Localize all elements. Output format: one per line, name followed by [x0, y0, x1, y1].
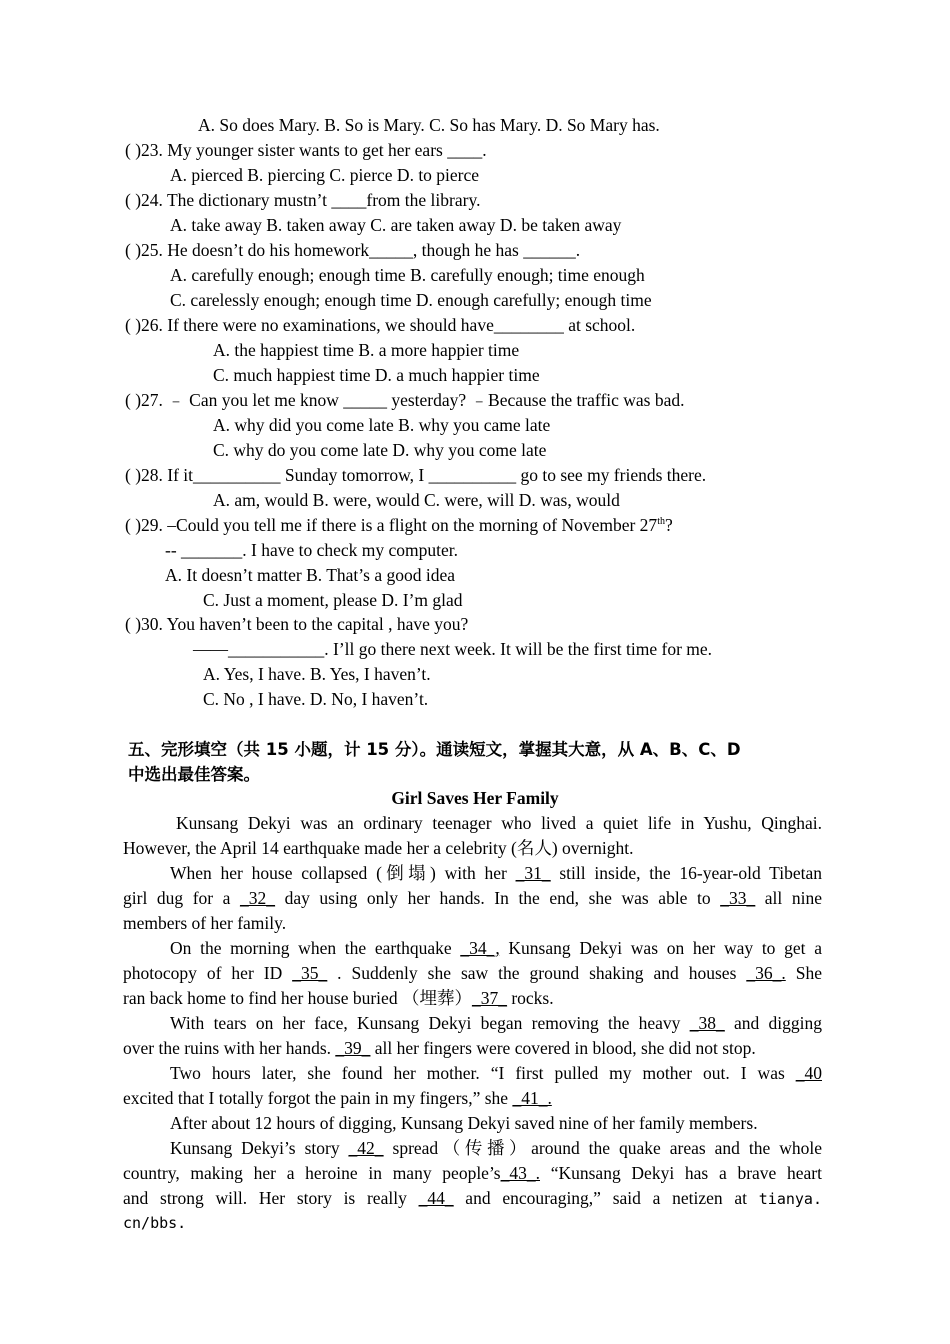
- q29-options-1: A. It doesn’t matter B. That’s a good idea: [165, 565, 455, 585]
- blank-38: _38_: [689, 1013, 725, 1033]
- q26-options-2: C. much happiest time D. a much happier time: [213, 365, 540, 385]
- p3-text: . Suddenly she saw the ground shaking and houses: [327, 963, 747, 983]
- p5-text: excited that I totally forgot the pain in my fingers,” she: [123, 1088, 513, 1108]
- q24-text-end: from the library.: [366, 190, 481, 210]
- p2-text: all nine: [755, 888, 822, 908]
- p2-text: day using only her hands. In the end, she was able to: [275, 888, 721, 908]
- p5-text: Two hours later, she found her mother. “I first pulled my mother out. I was: [170, 1063, 796, 1083]
- p6-line-1: After about 12 hours of digging, Kunsang Dekyi saved nine of her family members.: [170, 1113, 758, 1133]
- blank-34: _34_,: [460, 938, 500, 958]
- blank-44: _44_: [418, 1188, 454, 1208]
- p7-text: spread（传播）around the quake areas and the whole: [383, 1138, 822, 1158]
- q25-text-mid: , though he has: [412, 240, 524, 260]
- q26-options-1: A. the happiest time B. a more happier time: [213, 340, 520, 360]
- q27-stem: ( )27. ﹣ Can you let me know _____ yesterday? ﹣Because the traffic was bad.: [125, 390, 685, 410]
- q23-options: A. pierced B. piercing C. pierce D. to pierce: [170, 165, 480, 185]
- p5-line-1: [170, 1061, 822, 1086]
- p3-text: She: [785, 963, 822, 983]
- q26-stem: ( )26. If there were no examinations, we should have________ at school.: [125, 315, 636, 335]
- p3-line-1: [170, 936, 822, 961]
- passage-title: Girl Saves Her Family: [391, 788, 559, 808]
- blank-36: _36_.: [746, 963, 786, 983]
- blank-31: _31_: [515, 863, 551, 883]
- p7-line-2: [123, 1161, 822, 1186]
- q24-options: A. take away B. taken away C. are taken away D. be taken away: [170, 215, 622, 235]
- q25-blank-1: _____: [369, 240, 413, 260]
- q27-options-2: C. why do you come late D. why you come late: [213, 440, 547, 460]
- p2-line-2: [123, 886, 822, 911]
- p7-text: country, making her a heroine in many people’s: [123, 1163, 501, 1183]
- q29-superscript: th: [657, 516, 665, 528]
- p4-text: over the ruins with her hands.: [123, 1038, 336, 1058]
- q29-options-2: C. Just a moment, please D. I’m glad: [203, 590, 463, 610]
- q23-text-end: .: [482, 140, 487, 160]
- blank-43: _43_.: [500, 1163, 540, 1183]
- p4-line-1: [170, 1011, 822, 1036]
- p1-line-1: Kunsang Dekyi was an ordinary teenager who lived a quiet life in Yushu, Qinghai.: [176, 813, 822, 833]
- q29-text: ( )29. –Could you tell me if there is a flight on the morning of November 27: [125, 515, 658, 535]
- q30-options-2: C. No , I have. D. No, I haven’t.: [203, 689, 429, 709]
- q29-stem: [125, 513, 673, 538]
- p7-text: and encouraging,” said a netizen at: [453, 1188, 759, 1208]
- p5-line-2: [123, 1086, 552, 1111]
- section-heading-line-2: 中选出最佳答案。: [128, 765, 260, 784]
- q29-reply-dash: --: [165, 540, 182, 560]
- p7-text: Kunsang Dekyi’s story: [170, 1138, 349, 1158]
- p3-line-3: [123, 986, 554, 1011]
- p4-text: With tears on her face, Kunsang Dekyi began removing the heavy: [170, 1013, 690, 1033]
- q30-reply: ——___________. I’ll go there next week. It will be the first time for me.: [193, 639, 713, 659]
- q25-blank-2: ______: [523, 240, 576, 260]
- p2-line-1: [170, 861, 822, 886]
- blank-32: _32_: [240, 888, 276, 908]
- blank-37: _37_: [471, 988, 507, 1008]
- q29-reply: [165, 538, 458, 563]
- p7-line-4: cn/bbs.: [123, 1214, 187, 1232]
- q25-options-1: A. carefully enough; enough time B. carefully enough; time enough: [170, 265, 645, 285]
- p2-text: girl dug for a: [123, 888, 241, 908]
- blank-39: _39_: [335, 1038, 371, 1058]
- p4-text: and digging: [724, 1013, 822, 1033]
- q25-options-2: C. carelessly enough; enough time D. enough carefully; enough time: [170, 290, 652, 310]
- q25-stem: [125, 238, 580, 263]
- q30-options-1: A. Yes, I have. B. Yes, I haven’t.: [203, 664, 431, 684]
- q23-text: ( )23. My younger sister wants to get her ears: [125, 140, 448, 160]
- p3-text: ran back home to find her house buried （埋葬）: [123, 988, 472, 1008]
- q29-reply-blank: _______: [181, 540, 243, 560]
- q22-options: A. So does Mary. B. So is Mary. C. So has Mary. D. So Mary has.: [198, 115, 660, 135]
- blank-41: _41_.: [512, 1088, 552, 1108]
- blank-42: _42_: [348, 1138, 384, 1158]
- p3-text: photocopy of her ID: [123, 963, 293, 983]
- q24-stem: [125, 188, 480, 213]
- p3-line-2: [123, 961, 822, 986]
- q23-stem: [125, 138, 487, 163]
- blank-40: _40: [795, 1063, 822, 1083]
- p7-line-1: [170, 1136, 822, 1161]
- q27-options-1: A. why did you come late B. why you came late: [213, 415, 551, 435]
- q29-text-end: ?: [664, 515, 673, 535]
- q29-reply-text: . I have to check my computer.: [242, 540, 459, 560]
- q24-blank: ____: [331, 190, 367, 210]
- q28-options: A. am, would B. were, would C. were, will D. was, would: [213, 490, 620, 510]
- p1-line-2: However, the April 14 earthquake made her a celebrity (名人) overnight.: [123, 838, 634, 858]
- q25-text: ( )25. He doesn’t do his homework: [125, 240, 370, 260]
- p7-text: “Kunsang Dekyi has a brave heart: [540, 1163, 822, 1183]
- q28-stem: ( )28. If it__________ Sunday tomorrow, I __________ go to see my friends there.: [125, 465, 707, 485]
- p4-line-2: [123, 1036, 756, 1061]
- q23-blank: ____: [447, 140, 483, 160]
- p3-text: Kunsang Dekyi was on her way to get a: [499, 938, 822, 958]
- p3-text: rocks.: [506, 988, 554, 1008]
- q25-text-end: .: [575, 240, 581, 260]
- p2-text: still inside, the 16-year-old Tibetan: [550, 863, 822, 883]
- p2-text: When her house collapsed (倒塌) with her: [170, 863, 516, 883]
- p3-text: On the morning when the earthquake: [170, 938, 461, 958]
- p4-text: all her fingers were covered in blood, she did not stop.: [370, 1038, 756, 1058]
- section-heading-line-1: 五、完形填空（共 15 小题，计 15 分）。通读短文，掌握其大意，从 A、B、C、D: [128, 740, 741, 759]
- p7-text: and strong will. Her story is really: [123, 1188, 419, 1208]
- q30-stem: ( )30. You haven’t been to the capital , have you?: [125, 614, 469, 634]
- blank-35: _35_: [292, 963, 328, 983]
- p7-line-3: [123, 1186, 822, 1212]
- q24-text: ( )24. The dictionary mustn’t: [125, 190, 332, 210]
- p7-site: tianya.: [758, 1190, 822, 1208]
- blank-33: _33_: [720, 888, 756, 908]
- p2-line-3: members of her family.: [123, 913, 287, 933]
